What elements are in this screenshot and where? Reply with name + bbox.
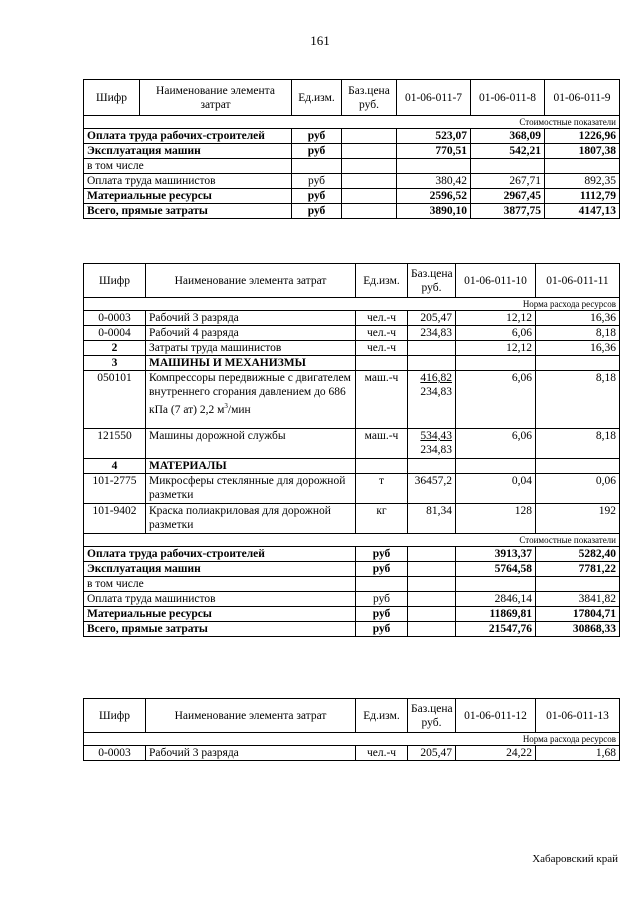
row-value: 2596,52: [397, 189, 471, 204]
row-value: 8,18: [536, 429, 620, 459]
header-price: Баз.цена руб.: [342, 80, 397, 116]
row-value: 5764,58: [456, 562, 536, 577]
row-value: 8,18: [536, 371, 620, 429]
row-code: 101-2775: [84, 474, 146, 504]
row-price: [408, 356, 456, 371]
row-value: 1,68: [536, 746, 620, 761]
header-col-1: 01-06-011-7: [397, 80, 471, 116]
table-row: [84, 622, 620, 637]
row-name-text: Компрессоры передвижные с двигателем внутреннего сгорания давлением до 686 кПа (7 ат) 2,2 м: [149, 372, 351, 416]
superscript: 3: [224, 402, 228, 410]
row-value: 12,12: [456, 341, 536, 356]
table-row: [84, 592, 620, 607]
row-price: [408, 371, 456, 429]
row-name: Эксплуатация машин: [84, 562, 356, 577]
row-value: 1226,96: [545, 129, 620, 144]
row-name-text: Рабочий 4 разряда: [149, 327, 239, 339]
row-unit: руб: [292, 189, 342, 204]
row-price: [408, 429, 456, 459]
row-name: Эксплуатация машин: [84, 144, 292, 159]
row-value: 30868,33: [536, 622, 620, 637]
row-name: [146, 371, 356, 429]
row-code: 3: [84, 356, 146, 371]
row-value: 0,06: [536, 474, 620, 504]
row-unit: чел.-ч: [356, 341, 408, 356]
table-row: [84, 356, 620, 371]
row-name: [146, 429, 356, 459]
row-unit: руб: [292, 129, 342, 144]
row-price: [408, 607, 456, 622]
price-secondary: 234,83: [420, 386, 452, 398]
row-unit: [356, 577, 408, 592]
row-name: в том числе: [84, 159, 292, 174]
row-price: [342, 159, 397, 174]
row-unit: руб: [356, 592, 408, 607]
page-number: 161: [310, 33, 330, 48]
row-name-text: Машины дорожной службы: [149, 430, 286, 442]
row-code: 4: [84, 459, 146, 474]
row-value: 892,35: [545, 174, 620, 189]
row-price: 81,34: [408, 504, 456, 534]
row-value: [456, 577, 536, 592]
row-name: [146, 504, 356, 534]
row-value: 16,36: [536, 341, 620, 356]
table-row: [84, 429, 620, 459]
row-name: Оплата труда машинистов: [84, 174, 292, 189]
row-value: 770,51: [397, 144, 471, 159]
row-value: 2967,45: [471, 189, 545, 204]
row-value: [397, 159, 471, 174]
row-unit: руб: [356, 547, 408, 562]
header-col-1: 01-06-011-12: [456, 699, 536, 733]
row-unit: чел.-ч: [356, 311, 408, 326]
row-code: 050101: [84, 371, 146, 429]
row-unit: руб: [356, 622, 408, 637]
row-value: 6,06: [456, 429, 536, 459]
row-price: [342, 174, 397, 189]
row-name: Всего, прямые затраты: [84, 204, 292, 219]
table-row: [84, 326, 620, 341]
row-unit: маш.-ч: [356, 429, 408, 459]
row-value: 6,06: [456, 326, 536, 341]
table-row: [84, 159, 620, 174]
row-price: 205,47: [408, 311, 456, 326]
row-unit: руб: [356, 607, 408, 622]
row-value: [545, 159, 620, 174]
row-unit: т: [356, 474, 408, 504]
row-value: 17804,71: [536, 607, 620, 622]
row-code: 0-0003: [84, 311, 146, 326]
section-heading: МАТЕРИАЛЫ: [146, 459, 356, 474]
row-value: 3913,37: [456, 547, 536, 562]
header-col-3: 01-06-011-9: [545, 80, 620, 116]
row-value: 4147,13: [545, 204, 620, 219]
row-unit: руб: [292, 174, 342, 189]
row-code: 121550: [84, 429, 146, 459]
row-value: [536, 356, 620, 371]
table-row: [84, 746, 620, 761]
header-col-2: 01-06-011-11: [536, 264, 620, 298]
row-unit: чел.-ч: [356, 326, 408, 341]
row-unit: руб: [292, 144, 342, 159]
header-name: Наименование элемента затрат: [146, 264, 356, 298]
row-value: 1807,38: [545, 144, 620, 159]
row-value: [456, 459, 536, 474]
resource-table-3: [83, 698, 620, 761]
row-value: 21547,76: [456, 622, 536, 637]
table-row: [84, 547, 620, 562]
row-value: 5282,40: [536, 547, 620, 562]
table-row: [84, 577, 620, 592]
table-row: [84, 504, 620, 534]
header-code: Шифр: [84, 264, 146, 298]
row-value: 12,12: [456, 311, 536, 326]
region-label: Хабаровский край: [532, 853, 618, 865]
norm-label: Норма расхода ресурсов: [84, 733, 620, 746]
row-price: 205,47: [408, 746, 456, 761]
row-code: 2: [84, 341, 146, 356]
row-price: [408, 459, 456, 474]
price-value: 534,43: [420, 430, 452, 442]
cost-label: Стоимостные показатели: [84, 534, 620, 547]
row-name-text: Краска полиакриловая для дорожной разметки: [149, 505, 331, 531]
row-value: 6,06: [456, 371, 536, 429]
row-name-text: Рабочий 3 разряда: [149, 312, 239, 324]
row-price: 234,83: [408, 326, 456, 341]
row-unit: руб: [356, 562, 408, 577]
header-unit: Ед.изм.: [356, 699, 408, 733]
row-value: 0,04: [456, 474, 536, 504]
row-code: 101-9402: [84, 504, 146, 534]
row-name: [146, 311, 356, 326]
section-heading: МАШИНЫ И МЕХАНИЗМЫ: [146, 356, 356, 371]
row-price: [342, 204, 397, 219]
header-name: Наименование элемента затрат: [146, 699, 356, 733]
table-row: [84, 189, 620, 204]
row-value: 1112,79: [545, 189, 620, 204]
header-col-2: 01-06-011-13: [536, 699, 620, 733]
row-value: [536, 459, 620, 474]
row-unit: чел.-ч: [356, 746, 408, 761]
row-code: 0-0003: [84, 746, 146, 761]
row-unit: руб: [292, 204, 342, 219]
row-value: 267,71: [471, 174, 545, 189]
row-name: [146, 474, 356, 504]
row-price: [408, 547, 456, 562]
row-name-end: /мин: [227, 403, 251, 416]
row-code: 0-0004: [84, 326, 146, 341]
row-name: [146, 341, 356, 356]
header-price: Баз.цена руб.: [408, 264, 456, 298]
row-name: Рабочий 3 разряда: [146, 746, 356, 761]
price-value: 416,82: [420, 372, 452, 384]
table-row: [84, 607, 620, 622]
row-value: 3877,75: [471, 204, 545, 219]
header-col-1: 01-06-011-10: [456, 264, 536, 298]
row-price: [408, 577, 456, 592]
table-row: [84, 341, 620, 356]
header-unit: Ед.изм.: [292, 80, 342, 116]
table-row: [84, 562, 620, 577]
row-value: 192: [536, 504, 620, 534]
row-unit: маш.-ч: [356, 371, 408, 429]
row-value: [536, 577, 620, 592]
row-unit: кг: [356, 504, 408, 534]
section-label: Стоимостные показатели: [84, 116, 620, 129]
table-row: [84, 311, 620, 326]
header-code: Шифр: [84, 80, 140, 116]
header-code: Шифр: [84, 699, 146, 733]
table-row: [84, 371, 620, 429]
row-value: 542,21: [471, 144, 545, 159]
row-name: Оплата труда машинистов: [84, 592, 356, 607]
row-unit: [292, 159, 342, 174]
price-secondary: 234,83: [420, 444, 452, 456]
row-price: [342, 129, 397, 144]
row-price: [342, 189, 397, 204]
table-row: [84, 204, 620, 219]
cost-table-1: [83, 79, 620, 219]
norm-label: Норма расхода ресурсов: [84, 298, 620, 311]
row-value: 16,36: [536, 311, 620, 326]
row-name: [146, 326, 356, 341]
row-value: 8,18: [536, 326, 620, 341]
row-price: [408, 622, 456, 637]
table-row: [84, 459, 620, 474]
row-value: 3841,82: [536, 592, 620, 607]
row-value: 11869,81: [456, 607, 536, 622]
row-name: Всего, прямые затраты: [84, 622, 356, 637]
header-unit: Ед.изм.: [356, 264, 408, 298]
row-name: Материальные ресурсы: [84, 607, 356, 622]
header-col-2: 01-06-011-8: [471, 80, 545, 116]
row-value: 523,07: [397, 129, 471, 144]
table-row: [84, 129, 620, 144]
row-unit: [356, 356, 408, 371]
row-price: [408, 341, 456, 356]
row-value: 368,09: [471, 129, 545, 144]
header-name: Наименование элемента затрат: [140, 80, 292, 116]
row-unit: [356, 459, 408, 474]
table-row: [84, 144, 620, 159]
row-name: Материальные ресурсы: [84, 189, 292, 204]
row-name-text: Микросферы стеклянные для дорожной разметки: [149, 475, 346, 501]
row-value: 7781,22: [536, 562, 620, 577]
row-price: [408, 592, 456, 607]
row-name-text: Затраты труда машинистов: [149, 342, 282, 354]
row-value: [471, 159, 545, 174]
header-price: Баз.цена руб.: [408, 699, 456, 733]
row-value: 2846,14: [456, 592, 536, 607]
row-name: Оплата труда рабочих-строителей: [84, 547, 356, 562]
row-value: 380,42: [397, 174, 471, 189]
row-value: 3890,10: [397, 204, 471, 219]
table-row: [84, 474, 620, 504]
row-price: [342, 144, 397, 159]
row-price: 36457,2: [408, 474, 456, 504]
resource-table-2: [83, 263, 620, 637]
row-value: 128: [456, 504, 536, 534]
row-name: в том числе: [84, 577, 356, 592]
row-value: 24,22: [456, 746, 536, 761]
table-row: [84, 174, 620, 189]
row-name: Оплата труда рабочих-строителей: [84, 129, 292, 144]
row-value: [456, 356, 536, 371]
row-price: [408, 562, 456, 577]
